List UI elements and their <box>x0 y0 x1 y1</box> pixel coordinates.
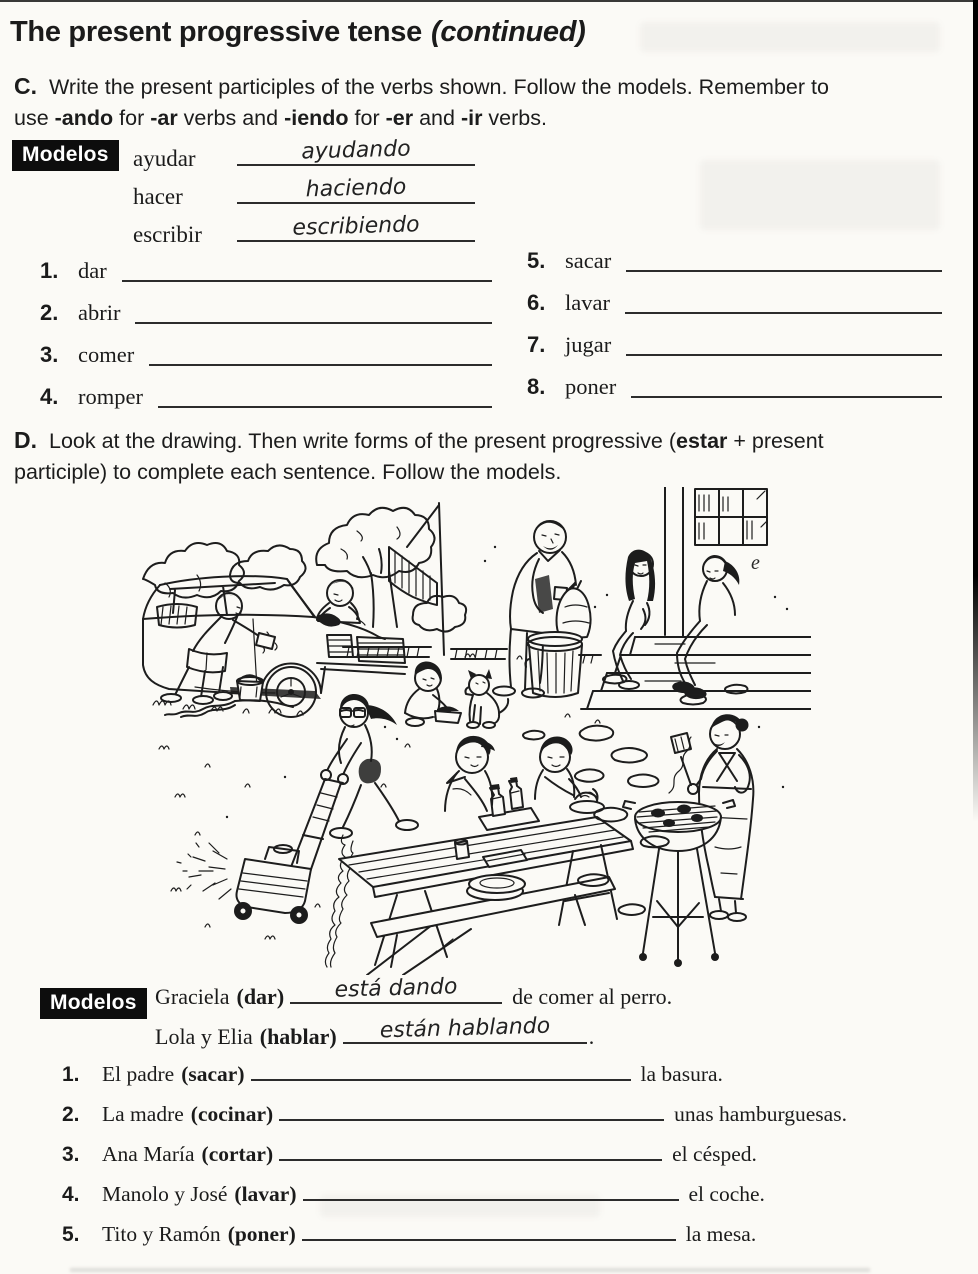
item-number: 2. <box>62 1103 80 1126</box>
item-number: 3. <box>62 1143 80 1166</box>
verb-cue: (sacar) <box>181 1062 245 1086</box>
exercise-item <box>40 378 492 408</box>
sentence-ending: el césped. <box>672 1142 757 1166</box>
sentence-ending: la basura. <box>640 1062 723 1086</box>
model-row <box>133 174 475 212</box>
modelos-badge-d: Modelos <box>40 988 147 1019</box>
answer-blank <box>626 264 942 272</box>
girls-talking-on-steps <box>613 550 739 700</box>
scan-bottom-smudge <box>70 1268 870 1272</box>
answer-blank <box>626 348 942 356</box>
answer-blank <box>290 974 502 1004</box>
bush-icon <box>413 596 467 632</box>
item-number: 5. <box>62 1223 80 1246</box>
boy-washing-hood <box>317 580 365 627</box>
exercise-sentence <box>62 1182 847 1222</box>
exercise-item <box>40 252 492 282</box>
page-title-main: The present progressive tense <box>10 16 422 48</box>
answer-blank <box>343 1013 587 1044</box>
subject-name: El padre <box>102 1062 175 1086</box>
verb-cue: (cortar) <box>201 1142 274 1166</box>
verb-cue: (dar) <box>236 984 285 1009</box>
item-verb: poner <box>565 373 617 399</box>
item-verb: abrir <box>78 299 121 325</box>
verb-cue: (lavar) <box>234 1182 297 1206</box>
boy-at-table-left <box>445 736 495 811</box>
section-c-items-right <box>527 242 942 410</box>
sentence-ending: el coche. <box>688 1182 765 1206</box>
stray-letter-e: e <box>751 552 760 574</box>
answer-blank <box>279 1153 662 1161</box>
subject-name: Tito y Ramón <box>102 1222 221 1246</box>
bleed-through-smudge <box>640 22 940 52</box>
section-d-instruction: D. Look at the drawing. Then write forms of the present progressive (estar + present participle) to complete each sentence. Follow the models. <box>14 427 824 484</box>
answer-blank <box>149 358 492 366</box>
item-verb: sacar <box>565 247 612 273</box>
item-number: 7. <box>527 332 546 357</box>
item-verb: comer <box>78 341 135 367</box>
subject-name: La madre <box>102 1102 184 1126</box>
handwritten-answer: ayudando <box>301 136 411 165</box>
answer-blank <box>122 274 492 282</box>
answer-blank <box>135 316 492 324</box>
tree-left-icon <box>143 543 244 598</box>
model-verb: ayudar <box>133 146 196 171</box>
backyard-scene-illustration <box>135 487 811 975</box>
sentence-ending: unas hamburguesas. <box>674 1102 847 1126</box>
boy-at-table-right <box>535 737 604 813</box>
item-verb: dar <box>78 257 107 283</box>
handwritten-answer: escribiendo <box>292 212 420 241</box>
item-number: 4. <box>62 1183 80 1206</box>
section-c-items-left <box>40 252 492 420</box>
item-verb: jugar <box>565 331 612 357</box>
item-verb: lavar <box>565 289 610 315</box>
item-number: 5. <box>527 248 546 273</box>
grass-clippings-spray <box>177 843 231 899</box>
answer-blank <box>237 212 475 242</box>
handwritten-answer: está dando <box>334 974 458 1003</box>
modelos-badge-c: Modelos <box>12 140 119 171</box>
page-title <box>10 16 586 49</box>
item-number: 8. <box>527 374 546 399</box>
page-title-continued: (continued) <box>430 16 586 48</box>
answer-blank <box>631 390 942 398</box>
section-c-instruction-line2: use -ando for -ar verbs and -iendo for -er and -ir verbs. <box>14 105 547 130</box>
lawn-mower <box>234 779 343 924</box>
answer-blank <box>302 1233 676 1241</box>
item-verb: romper <box>78 383 143 409</box>
answer-blank <box>237 136 475 166</box>
exercise-item <box>527 368 942 398</box>
model-row <box>133 136 475 174</box>
stepping-stones <box>523 675 748 915</box>
exercise-item <box>527 326 942 356</box>
answer-blank <box>625 306 942 314</box>
model-verb: escribir <box>133 222 202 247</box>
sentence-ending: . <box>588 1024 595 1049</box>
answer-blank <box>303 1193 679 1201</box>
exercise-sentence <box>62 1222 847 1262</box>
trash-can-icon <box>525 632 582 697</box>
verb-cue: (cocinar) <box>190 1102 274 1126</box>
answer-blank <box>279 1113 664 1121</box>
barbecue-grill <box>623 800 735 967</box>
exercise-sentence <box>62 1062 847 1102</box>
model-verb: hacer <box>133 184 183 209</box>
handwritten-answer: están hablando <box>379 1013 551 1044</box>
section-c-instruction-line1: Write the present participles of the verbs shown. Follow the models. Remember to <box>49 75 829 99</box>
handwritten-answer: haciendo <box>305 174 407 203</box>
exercise-item <box>527 284 942 314</box>
exercise-item <box>40 336 492 366</box>
item-number: 4. <box>40 384 59 409</box>
verb-cue: (poner) <box>227 1222 296 1246</box>
clothesline-pole-icon <box>407 503 444 655</box>
tray-with-bottles <box>479 777 539 830</box>
answer-blank <box>158 400 492 408</box>
item-number: 1. <box>62 1063 80 1086</box>
scan-right-edge <box>973 0 978 822</box>
section-c-models <box>133 136 475 250</box>
exercise-item <box>40 294 492 324</box>
section-c-label: C. <box>14 73 37 99</box>
scan-top-edge <box>0 0 978 2</box>
dog <box>465 669 508 728</box>
section-d-instruction-line2: participle) to complete each sentence. Follow the models. <box>14 459 562 484</box>
model-sentence <box>155 1013 672 1064</box>
bucket-icon <box>237 675 263 701</box>
girl-mowing-lawn <box>321 694 418 838</box>
model-row <box>133 212 475 250</box>
subject-name: Lola y Elia <box>155 1024 253 1049</box>
verb-cue: (hablar) <box>259 1024 337 1049</box>
subject-name: Graciela <box>155 984 230 1009</box>
exercise-sentence <box>62 1142 847 1182</box>
section-d-models <box>155 974 673 1064</box>
item-number: 1. <box>40 258 59 283</box>
answer-blank <box>251 1073 631 1081</box>
answer-blank <box>237 174 475 204</box>
subject-name: Ana María <box>102 1142 195 1166</box>
section-c-instruction <box>14 70 966 134</box>
item-number: 6. <box>527 290 546 315</box>
section-d-items <box>62 1062 847 1262</box>
sentence-ending: la mesa. <box>685 1222 757 1246</box>
exercise-item <box>527 242 942 272</box>
bleed-through-smudge <box>700 160 940 230</box>
exercise-sentence <box>62 1102 847 1142</box>
sentence-ending: de comer al perro. <box>512 984 673 1009</box>
dog-food-bowl-icon <box>435 706 461 723</box>
item-number: 2. <box>40 300 59 325</box>
section-d-label: D. <box>14 427 37 453</box>
subject-name: Manolo y José <box>102 1182 228 1206</box>
item-number: 3. <box>40 342 59 367</box>
